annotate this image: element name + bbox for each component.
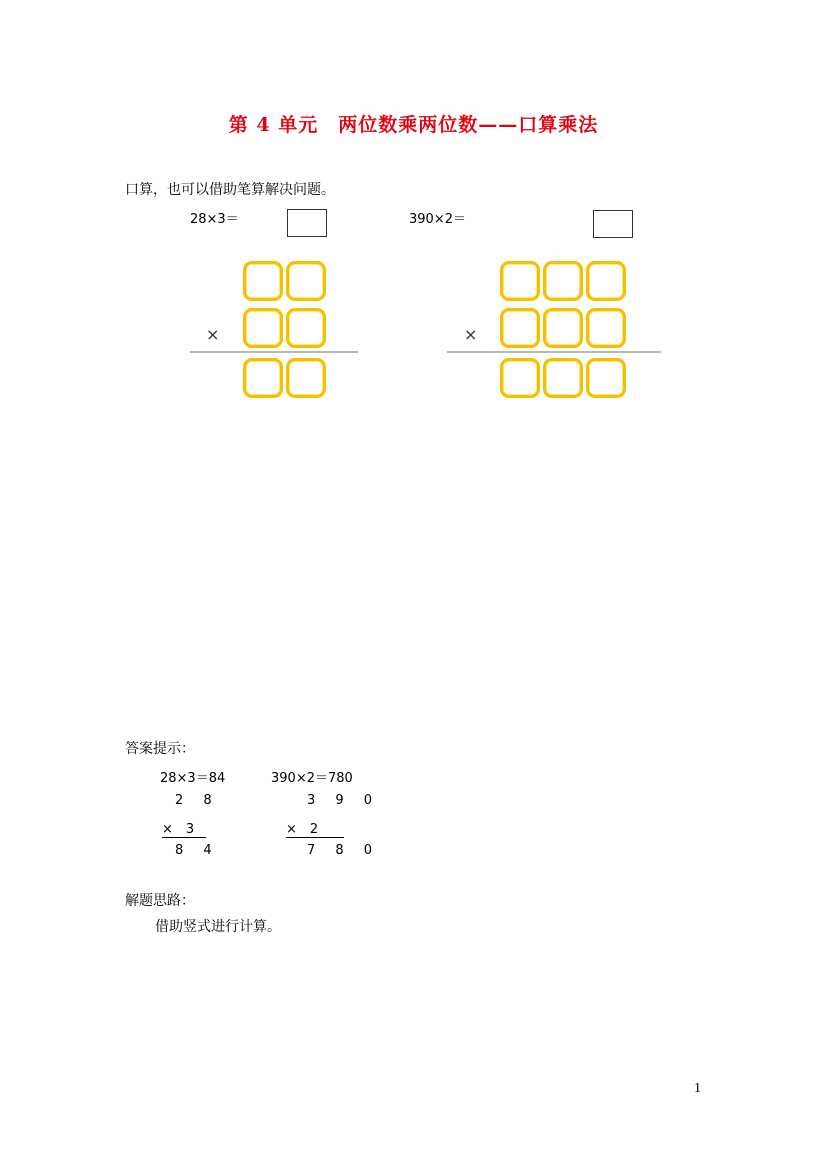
hint-text: 借助竖式进行计算。 (155, 919, 281, 935)
hint-heading: 解题思路： (125, 893, 195, 909)
multiply-sign: × (464, 325, 478, 344)
page-title: 第 4 单元 两位数乘两位数——口算乘法 (228, 114, 599, 136)
grid-cell[interactable] (586, 358, 626, 398)
vertical-1-top: 2 8 (175, 793, 220, 808)
vertical-2-multiplier: × 2 (286, 818, 344, 838)
vertical-2-result: 7 8 0 (307, 843, 381, 858)
grid-cell[interactable] (543, 308, 583, 348)
grid-cell[interactable] (243, 261, 283, 301)
problem-2-answer-box[interactable] (593, 210, 633, 238)
divider-line (447, 351, 661, 353)
grid-cell[interactable] (543, 358, 583, 398)
problem-1-answer-box[interactable] (287, 209, 327, 237)
grid-cell[interactable] (586, 261, 626, 301)
multiply-sign: × (206, 325, 220, 344)
grid-cell[interactable] (500, 358, 540, 398)
grid-cell[interactable] (286, 261, 326, 301)
vertical-1-multiplier: × 3 (162, 818, 206, 838)
grid-cell[interactable] (243, 308, 283, 348)
grid-cell[interactable] (286, 358, 326, 398)
grid-cell[interactable] (286, 308, 326, 348)
answer-line-2: 390×2＝780 (271, 771, 353, 786)
grid-cell[interactable] (243, 358, 283, 398)
grid-cell[interactable] (586, 308, 626, 348)
problem-2-expression: 390×2＝ (409, 212, 466, 227)
instruction-text: 口算，也可以借助笔算解决问题。 (125, 182, 335, 198)
grid-cell[interactable] (500, 308, 540, 348)
vertical-1-result: 8 4 (175, 843, 220, 858)
problem-1-expression: 28×3＝ (190, 212, 239, 227)
answers-heading: 答案提示： (125, 741, 195, 757)
answer-line-1: 28×3＝84 (160, 771, 226, 786)
divider-line (190, 351, 358, 353)
grid-cell[interactable] (500, 261, 540, 301)
vertical-2-top: 3 9 0 (307, 793, 381, 808)
page-number: 1 (694, 1081, 701, 1096)
grid-cell[interactable] (543, 261, 583, 301)
